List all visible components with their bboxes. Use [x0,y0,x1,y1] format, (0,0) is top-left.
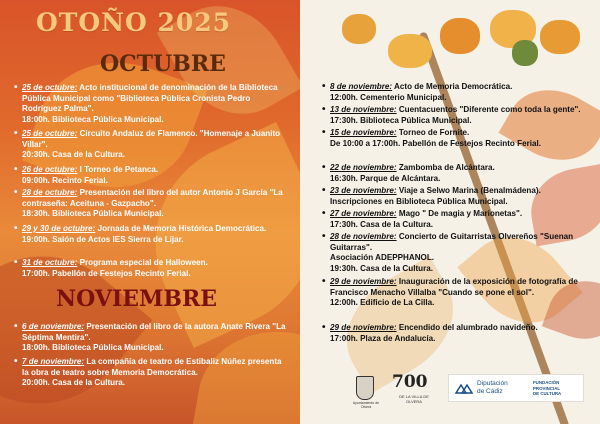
event-item: • 28 de octubre: Presentación del libro del autor Antonio J García "La contraseña: Aceituna - Gazpacho". 18:30h. Biblioteca Pública Municipal. [14,188,286,220]
poster-title: OTOÑO 2025 [36,8,232,37]
right-panel [300,0,600,424]
pumpkin-decoration [388,34,432,68]
event-item: • 7 de noviembre: La compañía de teatro de Estibaliz Núñez presenta la obra de teatro sobre Memoria Democrática. 20:00h. Casa de la Cultura. [14,357,286,389]
event-item: • 22 de noviembre: Zambomba de Alcántara. 16:30h. Parque de Alcántara. [322,163,592,184]
anniversary-caption: DE LA VILLA DE OLVERA [399,394,429,404]
november-heading: NOVIEMBRE [56,286,218,312]
diputacion-icon [455,381,473,397]
event-item: • 25 de octubre: Circuito Andaluz de Flamenco. "Homenaje a Juanito Villar". 20:30h. Casa de la Cultura. [14,129,286,161]
event-item: • 25 de octubre: Acto institucional de denominación de la Biblioteca Pública Municipal como "Biblioteca Pública Cronista Pedro Rodríguez Palma". 18:00h. Biblioteca Pública Municipal. [14,83,286,125]
event-item: • 29 y 30 de octubre: Jornada de Memoria Histórica Democrática. 19:00h. Salón de Actos IES Sierra de Líjar. [14,224,286,245]
event-item: • 29 de noviembre: Encendido del alumbrado navideño. 17:00h. Plaza de Andalucía. [322,323,592,344]
pumpkin-decoration [540,20,580,54]
ayuntamiento-shield-icon [356,376,374,400]
event-item: • 15 de noviembre: Torneo de Fornite. De 10:00 a 17:00h. Pabellón de Festejos Recinto Ferial. [322,128,592,149]
event-item: • 29 de noviembre: Inauguración de la exposición de fotografía de Francisco Menacho Villalba "Cuando se pone el sol". 12:00h. Edificio de La Cilla. [322,277,592,309]
pumpkin-decoration [512,40,538,66]
event-item: • 23 de noviembre: Viaje a Selwo Marina (Benalmádena). Inscripciones en Biblioteca Pública Municipal. [322,186,592,207]
ayuntamiento-caption: Ayuntamiento de Olvera [352,401,380,409]
diputacion-logo [448,374,584,402]
event-item: • 6 de noviembre: Presentación del libro de la autora Anate Rivera "La Séptima Mentira". 18:00h. Biblioteca Pública Municipal. [14,322,286,354]
event-item: • 26 de octubre: I Torneo de Petanca. 09:00h. Recinto Ferial. [14,165,286,186]
fundacion-text: FUNDACIÓN PROVINCIAL DE CULTURA [533,380,562,396]
october-heading: OCTUBRE [100,51,226,77]
event-item: • 28 de noviembre: Concierto de Guitarristas Olvereños "Suenan Guitarras". Asociación ADEPPHANOL. 19:30h. Casa de la Cultura. [322,232,592,274]
event-item: • 13 de noviembre: Cuentacuentos "Diferente como toda la gente". 17:30h. Biblioteca Pública Municipal. [322,105,592,126]
autumn-leaf-decoration [0,217,153,424]
event-item: • 8 de noviembre: Acto de Memoria Democrática. 12:00h. Cementerio Municipal. [322,82,592,103]
diputacion-text: Diputación de Cádiz [477,380,508,395]
event-item: • 27 de noviembre: Mago " De magia y Marionetas". 17:30h. Casa de la Cultura. [322,209,592,230]
anniversary-logo: 700 [392,372,428,392]
sponsor-logos [352,372,596,409]
event-item: • 31 de octubre: Programa especial de Halloween. 17:00h. Pabellón de Festejos Recinto Ferial. [14,258,286,279]
pumpkin-decoration [440,18,480,54]
pumpkin-decoration [342,14,376,44]
